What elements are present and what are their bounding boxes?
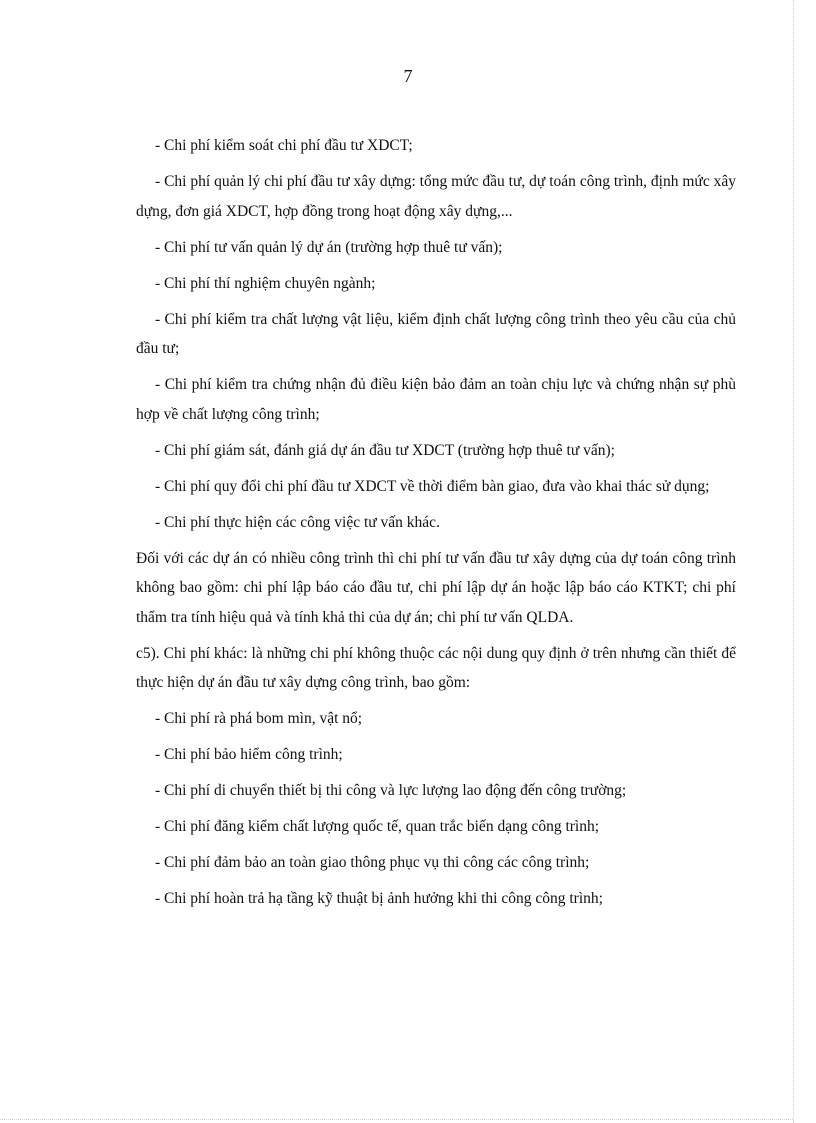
paragraph: - Chi phí rà phá bom mìn, vật nổ; (155, 710, 363, 727)
paragraph: - Chi phí quy đổi chi phí đầu tư XDCT về thời điểm bàn giao, đưa vào khai thác sử dụng; (155, 477, 710, 495)
paragraph: - Chi phí đăng kiểm chất lượng quốc tế, quan trắc biến dạng công trình; (155, 818, 600, 835)
page-number: 7 (403, 66, 413, 86)
paragraph: - Chi phí kiểm tra chứng nhận đủ điều kiện bảo đảm an toàn chịu lực và chứng nhận sự phù hợp về chất lượng công trình; (136, 376, 736, 423)
paragraph: - Chi phí thực hiện các công việc tư vấn khác. (155, 513, 440, 531)
page-edge-right (793, 0, 794, 1123)
paragraph: - Chi phí quản lý chi phí đầu tư xây dựng: tổng mức đầu tư, dự toán công trình, định mức xây dựng, đơn giá XDCT, hợp đồng trong hoạt động xây dựng,... (136, 173, 736, 220)
paragraph: - Chi phí giám sát, đánh giá dự án đầu tư XDCT (trường hợp thuê tư vấn); (155, 441, 615, 459)
paragraph: - Chi phí thí nghiệm chuyên ngành; (155, 274, 376, 292)
paragraph: - Chi phí bảo hiểm công trình; (155, 746, 343, 763)
paragraph: - Chi phí tư vấn quản lý dự án (trường hợp thuê tư vấn); (155, 238, 503, 256)
page-body (136, 131, 736, 920)
page-edge-bottom (0, 1119, 793, 1120)
paragraph: - Chi phí đảm bảo an toàn giao thông phục vụ thi công các công trình; (155, 854, 590, 871)
paragraph: - Chi phí hoàn trả hạ tầng kỹ thuật bị ảnh hưởng khi thi công công trình; (155, 890, 603, 907)
paragraph: - Chi phí di chuyển thiết bị thi công và lực lượng lao động đến công trường; (155, 782, 627, 799)
paragraph: - Chi phí kiểm soát chi phí đầu tư XDCT; (155, 137, 413, 154)
paragraph: - Chi phí kiểm tra chất lượng vật liệu, kiểm định chất lượng công trình theo yêu cầu của chủ đầu tư; (136, 310, 736, 357)
section-heading-paragraph: c5). Chi phí khác: là những chi phí không thuộc các nội dung quy định ở trên nhưng cần thiết để thực hiện dự án đầu tư xây dựng công trình, bao gồm: (136, 644, 736, 691)
paragraph: Đối với các dự án có nhiều công trình thì chi phí tư vấn đầu tư xây dựng của dự toán công trình không bao gồm: chi phí lập báo cáo đầu tư, chi phí lập dự án hoặc lập báo cáo KTKT; chi phí thẩm tra tính hiệu quả và tính khả thi của dự án; chi phí tư vấn QLDA. (136, 549, 736, 626)
